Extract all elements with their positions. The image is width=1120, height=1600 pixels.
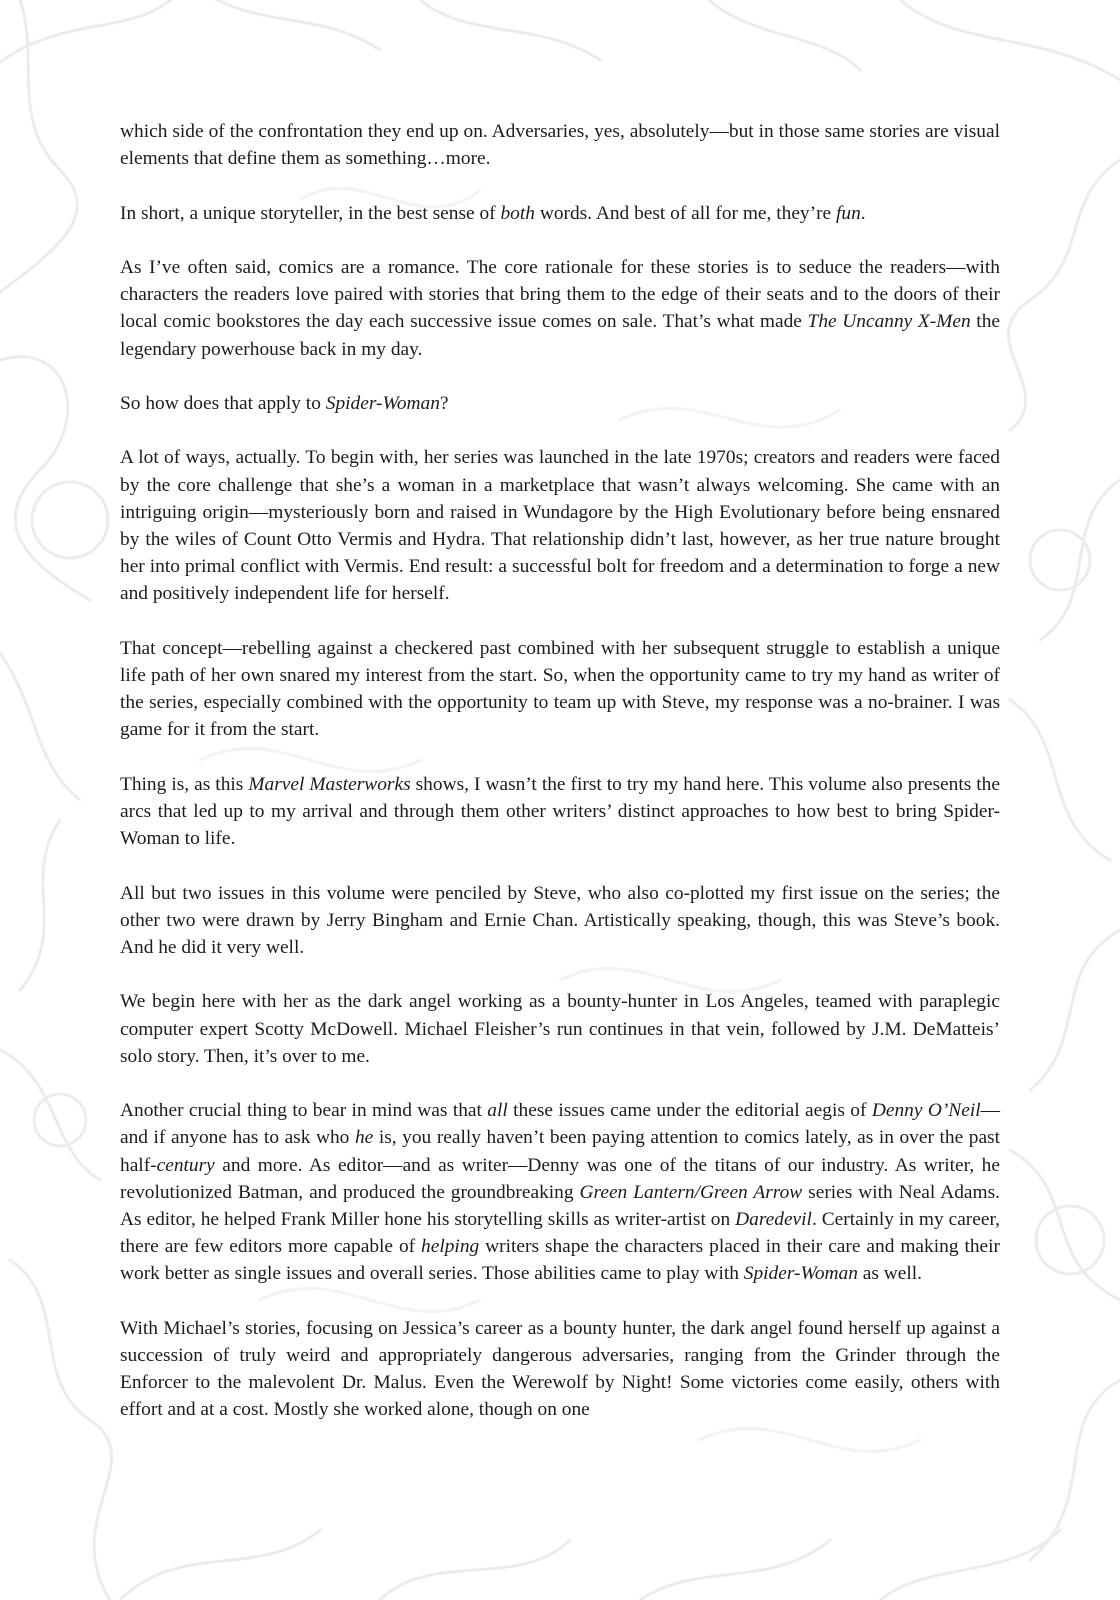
italic-text: helping xyxy=(421,1236,480,1258)
text-segment: A lot of ways, actually. To begin with, her series was launched in the late 1970s; creators and readers were faced by the core challenge that she’s a woman in a marketplace that wasn’t always welcoming. She came with an intriguing origin—mysteriously born and raised in Wundagore by the High Evolutionary before being ensnared by the wiles of Count Otto Vermis and Hydra. That relationship didn’t last, however, as her true nature brought her into primal conflict with Vermis. End result: a successful bolt for freedom and a determination to forge a new and positively independent life for herself. xyxy=(120,447,1000,605)
paragraph xyxy=(120,390,1000,417)
italic-text: he xyxy=(354,1127,374,1149)
italic-text: all xyxy=(487,1100,508,1122)
paragraph xyxy=(120,1315,1000,1424)
text-segment: Another crucial thing to bear in mind was that xyxy=(120,1100,488,1122)
paragraph xyxy=(120,444,1000,607)
text-segment: With Michael’s stories, focusing on Jessica’s career as a bounty hunter, the dark angel found herself up against a succession of truly weird and appropriately dangerous adversaries, ranging from the Grinder through the Enforcer to the malevolent Dr. Malus. Even the Werewolf by Night! Some victories come easily, others with effort and at a cost. Mostly she worked alone, though on one xyxy=(120,1317,1000,1421)
italic-text: Denny O’Neil xyxy=(871,1100,981,1122)
text-segment: So how does that apply to xyxy=(120,392,326,414)
paragraph xyxy=(120,1097,1000,1287)
text-segment: the legendary powerhouse back in my day. xyxy=(120,311,1000,360)
text-segment: as well. xyxy=(857,1263,923,1285)
text-segment: . xyxy=(860,202,866,224)
paragraph xyxy=(120,254,1000,363)
text-segment: Thing is, as this xyxy=(120,773,249,795)
italic-text: century xyxy=(156,1154,215,1176)
text-segment: That concept—rebelling against a checkered past combined with her subsequent struggle to establish a unique life path of her own snared my interest from the start. So, when the opportunity came to try my hand as writer of the series, especially combined with the opportunity to team up with Steve, my response was a no-brainer. I was game for it from the start. xyxy=(120,637,1000,741)
paragraph xyxy=(120,635,1000,744)
paragraph xyxy=(120,200,1000,227)
text-segment: ? xyxy=(439,392,449,414)
text-segment: these issues came under the editorial aegis of xyxy=(507,1100,872,1122)
paragraph xyxy=(120,880,1000,962)
text-segment: which side of the confrontation they end up on. Adversaries, yes, absolutely—but in those same stories are visual elements that define them as something…more. xyxy=(120,121,1000,170)
italic-text: Spider-Woman xyxy=(325,392,440,414)
text-segment: In short, a unique storyteller, in the best sense of xyxy=(120,202,501,224)
text-segment: We begin here with her as the dark angel working as a bounty-hunter in Los Angeles, teamed with paraplegic computer expert Scotty McDowell. Michael Fleisher’s run continues in that vein, followed by J.M. DeMatteis’ solo story. Then, it’s over to me. xyxy=(120,991,1000,1067)
paragraph xyxy=(120,118,1000,172)
text-segment: words. And best of all for me, they’re xyxy=(534,202,836,224)
italic-text: Daredevil xyxy=(735,1208,812,1230)
text-segment: series with Neal Adams. As editor, he helped Frank Miller hone his storytelling skills as writer-artist on xyxy=(120,1181,1000,1230)
italic-text: Green Lantern/Green Arrow xyxy=(579,1181,803,1203)
text-segment: writers shape the characters placed in their care and making their work better as single issues and overall series. Those abilities came to play with xyxy=(120,1236,1000,1285)
italic-text: both xyxy=(500,202,535,224)
italic-text: The Uncanny X-Men xyxy=(807,311,971,333)
text-segment: is, you really haven’t been paying attention to comics lately, as in over the past half- xyxy=(120,1127,1000,1176)
text-segment: All but two issues in this volume were penciled by Steve, who also co-plotted my first issue on the series; the other two were drawn by Jerry Bingham and Ernie Chan. Artistically speaking, though, this was Steve’s book. And he did it very well. xyxy=(120,882,1000,958)
article-body xyxy=(120,118,1000,1424)
text-segment: —and if anyone has to ask who xyxy=(120,1100,1000,1149)
text-segment: As I’ve often said, comics are a romance. The core rationale for these stories is to seduce the readers—with characters the readers love paired with stories that bring them to the edge of their seats and to the doors of their local comic bookstores the day each successive issue comes on sale. That’s what made xyxy=(120,256,1000,333)
text-segment: and more. As editor—and as writer—Denny was one of the titans of our industry. As writer, he revolutionized Batman, and produced the groundbreaking xyxy=(120,1154,1000,1203)
text-segment: shows, I wasn’t the first to try my hand here. This volume also presents the arcs that led up to my arrival and through them other writers’ distinct approaches to how best to bring Spider-Woman to life. xyxy=(120,773,1000,850)
italic-text: fun xyxy=(836,202,861,224)
paragraph xyxy=(120,988,1000,1070)
text-segment: . Certainly in my career, there are few editors more capable of xyxy=(120,1208,1001,1258)
paragraph xyxy=(120,771,1000,853)
italic-text: Spider-Woman xyxy=(743,1263,858,1285)
italic-text: Marvel Masterworks xyxy=(248,773,411,795)
